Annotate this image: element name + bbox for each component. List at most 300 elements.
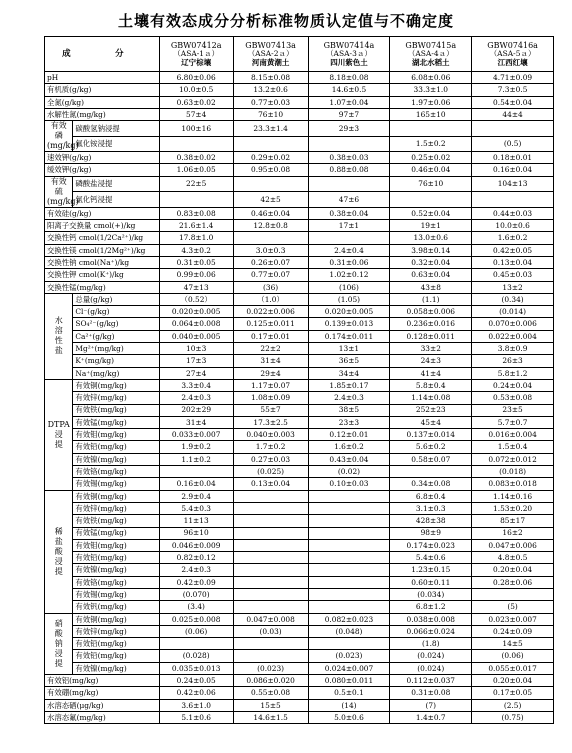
value-cell: 8.18±0.08 [308,72,390,84]
value-cell: 13.2±0.6 [233,84,308,96]
value-cell: 13±2 [472,281,554,293]
value-cell: 33±2 [390,343,472,355]
value-cell: 1.6±0.2 [308,441,390,453]
table-row [45,490,554,502]
value-cell: 5.0±0.6 [308,711,390,723]
value-cell [308,490,390,502]
value-cell: 1.97±0.06 [390,96,472,108]
value-cell: 0.20±0.04 [472,564,554,576]
value-cell [308,136,390,152]
value-cell: (0.023) [233,662,308,674]
value-cell: 0.18±0.01 [472,152,554,164]
table-row [45,687,554,699]
value-cell: (7) [390,699,472,711]
value-cell: 0.26±0.07 [233,256,308,268]
value-cell [308,588,390,600]
table-row [45,152,554,164]
sample-alias: （ASA-1ａ） [173,48,220,58]
table-row [45,164,554,176]
value-cell: 0.047±0.006 [472,539,554,551]
value-cell: 0.16±0.04 [472,164,554,176]
table-row [45,613,554,625]
sample-name: 四川紫色土 [330,57,368,67]
value-cell: 1.9±0.2 [159,441,233,453]
value-cell [159,466,233,478]
value-cell: 0.45±0.03 [472,269,554,281]
row-label: 有效钼(mg/kg) [73,539,159,551]
value-cell: 7.3±0.5 [472,84,554,96]
row-group-label: 水 溶 性 盐 [45,293,73,379]
value-cell: 0.24±0.09 [472,625,554,637]
table-row [45,625,554,637]
value-cell: 0.13±0.04 [233,478,308,490]
value-cell: 5.1±0.6 [159,711,233,723]
row-label: 交换性钙 cmol(1/2Ca²⁺)/kg [45,232,160,244]
value-cell: 0.024±0.007 [308,662,390,674]
value-cell: 14.6±0.5 [308,84,390,96]
value-cell: 76±10 [233,108,308,120]
value-cell: 5.8±1.2 [472,367,554,379]
table-row [45,404,554,416]
row-label: Na⁺(mg/kg) [73,367,159,379]
value-cell: 100±16 [159,121,233,137]
value-cell [233,527,308,539]
value-cell [308,502,390,514]
table-row [45,306,554,318]
value-cell: 1.02±0.12 [308,269,390,281]
value-cell: 1.23±0.15 [390,564,472,576]
value-cell: （1.0） [233,293,308,305]
table-row [45,281,554,293]
row-label: 有效镍(mg/kg) [73,453,159,465]
value-cell: 6.08±0.06 [390,72,472,84]
value-cell: 0.20±0.04 [472,675,554,687]
value-cell: (2.5) [472,699,554,711]
value-cell: 1.5±0.4 [472,441,554,453]
row-label: 有效锌(mg/kg) [73,625,159,637]
value-cell [233,539,308,551]
value-cell: 0.46±0.04 [390,164,472,176]
value-cell: 3.0±0.3 [233,244,308,256]
value-cell: 0.95±0.08 [233,164,308,176]
sample-code: GBW07415a [405,40,457,50]
row-label: 交换性镁 cmol(1/2Mg²⁺)/kg [45,244,160,256]
row-label: 磷酸盐浸提 [73,176,159,192]
value-cell [308,232,390,244]
row-label: 有效硼(mg/kg) [45,687,160,699]
row-label: 交换性锰(mg/kg) [45,281,160,293]
table-row [45,207,554,219]
value-cell: (0.018) [472,466,554,478]
row-group-label: 硝 酸 钠 浸 提 [45,613,73,674]
sample-name: 河南黄潮土 [251,57,290,67]
value-cell [159,638,233,650]
value-cell: 0.083±0.018 [472,478,554,490]
table-row [45,392,554,404]
value-cell [233,515,308,527]
value-cell: 4.3±0.2 [159,244,233,256]
value-cell: 17.8±1.0 [159,232,233,244]
value-cell: 3.98±0.14 [390,244,472,256]
value-cell: 0.28±0.06 [472,576,554,588]
value-cell: 1.17±0.07 [233,379,308,391]
value-cell: 5.4±0.6 [390,552,472,564]
value-cell: 0.31±0.06 [308,256,390,268]
value-cell [308,539,390,551]
value-cell: 0.038±0.008 [390,613,472,625]
value-cell: 5.6±0.2 [390,441,472,453]
value-cell [233,136,308,152]
sample-header [472,37,554,72]
value-cell: 36±5 [308,355,390,367]
sample-alias: （ASA-2ａ） [247,48,294,58]
value-cell: 14.6±1.5 [233,711,308,723]
value-cell: 3.3±0.4 [159,379,233,391]
value-cell [233,502,308,514]
table-row [45,515,554,527]
table-row [45,192,554,208]
value-cell: 2.4±0.4 [308,244,390,256]
value-cell: 4.71±0.09 [472,72,554,84]
table-row [45,466,554,478]
value-cell: 11±13 [159,515,233,527]
table-body [45,37,554,724]
value-cell: (0.03) [233,625,308,637]
table-row [45,429,554,441]
value-cell: 2.4±0.3 [159,392,233,404]
table-row [45,711,554,723]
value-cell: 0.24±0.05 [159,675,233,687]
value-cell: 0.040±0.003 [233,429,308,441]
value-cell: 1.4±0.7 [390,711,472,723]
value-cell: 0.63±0.04 [390,269,472,281]
table-row [45,539,554,551]
table-row [45,343,554,355]
row-label: 全氮(g/kg) [45,96,160,108]
value-cell: 0.080±0.011 [308,675,390,687]
value-cell: (0.048) [308,625,390,637]
value-cell: 0.31±0.08 [390,687,472,699]
table-row [45,84,554,96]
value-cell: 17±3 [159,355,233,367]
value-cell [233,576,308,588]
value-cell: 0.125±0.011 [233,318,308,330]
value-cell: 2.4±0.3 [308,392,390,404]
value-cell [472,192,554,208]
row-label: 有效铜(mg/kg) [73,379,159,391]
value-cell: 0.32±0.04 [390,256,472,268]
table-row [45,96,554,108]
value-cell: 47±13 [159,281,233,293]
value-cell: 0.55±0.08 [233,687,308,699]
value-cell [390,192,472,208]
row-label: 有效钒(mg/kg) [73,601,159,613]
value-cell: 5.4±0.3 [159,502,233,514]
value-cell [159,192,233,208]
table-row [45,650,554,662]
value-cell: 0.023±0.007 [472,613,554,625]
sample-code: GBW07413a [245,40,296,50]
value-cell: 0.082±0.023 [308,613,390,625]
row-label: 有效铅(mg/kg) [73,650,159,662]
row-label: 有效铬(mg/kg) [73,466,159,478]
value-cell: (5) [472,601,554,613]
value-cell: 0.60±0.11 [390,576,472,588]
value-cell: 1.14±0.08 [390,392,472,404]
value-cell: 22±2 [233,343,308,355]
table-row [45,121,554,137]
row-label: 有效铁(mg/kg) [73,404,159,416]
value-cell: 85±17 [472,515,554,527]
value-cell: 0.38±0.04 [308,207,390,219]
value-cell: 43±8 [390,281,472,293]
table-row [45,244,554,256]
table-row [45,220,554,232]
table-row [45,176,554,192]
value-cell: 13±1 [308,343,390,355]
table-row [45,318,554,330]
row-label: 有效锰(mg/kg) [73,416,159,428]
value-cell: (106) [308,281,390,293]
value-cell: 0.047±0.008 [233,613,308,625]
row-label: 水溶态氟(mg/kg) [45,711,160,723]
value-cell [233,490,308,502]
sample-name: 湖北水稻土 [412,57,450,67]
value-cell: 96±10 [159,527,233,539]
value-cell: 0.10±0.03 [308,478,390,490]
value-cell: 3.8±0.9 [472,343,554,355]
value-cell: 55±7 [233,404,308,416]
value-cell: 1.14±0.16 [472,490,554,502]
value-cell: 0.13±0.04 [472,256,554,268]
value-cell: 0.83±0.08 [159,207,233,219]
value-cell: 1.08±0.09 [233,392,308,404]
value-cell: (0.024) [390,650,472,662]
value-cell: 31±4 [233,355,308,367]
value-cell [308,552,390,564]
value-cell: 38±5 [308,404,390,416]
value-cell [233,232,308,244]
value-cell: 0.38±0.02 [159,152,233,164]
value-cell: 0.77±0.07 [233,269,308,281]
row-label: 有效铅(mg/kg) [73,638,159,650]
value-cell: 23±5 [472,404,554,416]
row-label: 有效铅(mg/kg) [73,441,159,453]
value-cell: (36) [233,281,308,293]
table-row [45,588,554,600]
value-cell: 10±3 [159,343,233,355]
sample-header [233,37,308,72]
value-cell: 0.63±0.02 [159,96,233,108]
row-label: pH [45,72,160,84]
value-cell: (0.070) [159,588,233,600]
row-label: 有效铬(mg/kg) [73,576,159,588]
value-cell: (0.014) [472,306,554,318]
value-cell: 0.033±0.007 [159,429,233,441]
value-cell: 0.42±0.09 [159,576,233,588]
value-cell: 23±3 [308,416,390,428]
value-cell: 1.7±0.2 [233,441,308,453]
table-row [45,453,554,465]
table-row [45,330,554,342]
table-row [45,269,554,281]
value-cell: 0.16±0.04 [159,478,233,490]
row-label: 交换性钾 cmol(K⁺)/kg [45,269,160,281]
value-cell: 0.128±0.011 [390,330,472,342]
value-cell: 0.53±0.08 [472,392,554,404]
table-row [45,367,554,379]
value-cell: (1.1) [390,293,472,305]
table-row [45,564,554,576]
value-cell: 10.0±0.5 [159,84,233,96]
value-cell: 1.5±0.2 [390,136,472,152]
value-cell: 0.055±0.017 [472,662,554,674]
value-cell: 0.54±0.04 [472,96,554,108]
row-group-label: DTPA 浸 提 [45,379,73,490]
row-label: 有效镍(mg/kg) [73,662,159,674]
value-cell: 3.6±1.0 [159,699,233,711]
row-group-label: 稀 盐 酸 浸 提 [45,490,73,613]
value-cell: 0.17±0.05 [472,687,554,699]
value-cell: 44±4 [472,108,554,120]
row-label: 有效锌(mg/kg) [73,392,159,404]
value-cell: 0.42±0.05 [472,244,554,256]
standards-table [44,36,554,724]
value-cell [308,576,390,588]
value-cell: 97±7 [308,108,390,120]
sample-code: GBW07416a [487,40,538,50]
value-cell: (1.8) [390,638,472,650]
value-cell: 0.086±0.020 [233,675,308,687]
row-label: 水溶态硒(μg/kg) [45,699,160,711]
row-label: K⁺(mg/kg) [73,355,159,367]
table-row [45,108,554,120]
value-cell: (14) [308,699,390,711]
value-cell: (3.4) [159,601,233,613]
value-cell: (0.02) [308,466,390,478]
value-cell: 6.8±1.2 [390,601,472,613]
value-cell [308,527,390,539]
table-row [45,256,554,268]
value-cell: 47±6 [308,192,390,208]
header-row [45,37,554,72]
value-cell [308,564,390,576]
value-cell: 0.77±0.03 [233,96,308,108]
value-cell: 0.58±0.07 [390,453,472,465]
value-cell: 1.07±0.04 [308,96,390,108]
table-row [45,416,554,428]
value-cell [233,588,308,600]
value-cell: 13.0±0.6 [390,232,472,244]
page-title: 土壤有效态成分分析标准物质认定值与不确定度 [117,12,454,30]
value-cell: 0.016±0.004 [472,429,554,441]
value-cell: 0.17±0.01 [233,330,308,342]
value-cell: (0.034) [390,588,472,600]
row-label: 水解性氮(mg/kg) [45,108,160,120]
row-label: 有效铁(mg/kg) [73,515,159,527]
value-cell: 0.040±0.005 [159,330,233,342]
row-label: 有效锡(mg/kg) [73,588,159,600]
table-row [45,662,554,674]
value-cell: 0.058±0.006 [390,306,472,318]
sample-alias: （ASA-5ａ） [489,48,536,58]
value-cell: 0.5±0.1 [308,687,390,699]
value-cell: 29±3 [308,121,390,137]
table-row [45,699,554,711]
value-cell: 10.0±0.6 [472,220,554,232]
table-row [45,638,554,650]
value-cell [308,601,390,613]
value-cell: 22±5 [159,176,233,192]
row-label: 总量(g/kg) [73,293,159,305]
value-cell: (0.025) [233,466,308,478]
value-cell: 0.035±0.013 [159,662,233,674]
table-row [45,232,554,244]
table-row [45,675,554,687]
value-cell: 1.85±0.17 [308,379,390,391]
value-cell: 6.80±0.06 [159,72,233,84]
value-cell: 0.022±0.006 [233,306,308,318]
row-label: Ca²⁺(g/kg) [73,330,159,342]
value-cell: 0.27±0.03 [233,453,308,465]
sample-alias: （ASA-4ａ） [407,48,454,58]
sample-header [159,37,233,72]
value-cell: 0.066±0.024 [390,625,472,637]
table-row [45,552,554,564]
component-header: 成 分 [45,37,160,72]
sample-header [308,37,390,72]
value-cell: 0.139±0.013 [308,318,390,330]
value-cell: 15±5 [233,699,308,711]
row-label: 有效铅(mg/kg) [73,552,159,564]
value-cell: 57±4 [159,108,233,120]
value-cell: 2.4±0.3 [159,564,233,576]
value-cell: 5.7±0.7 [472,416,554,428]
value-cell: 12.8±0.8 [233,220,308,232]
value-cell: 14±5 [472,638,554,650]
row-label: 氟化铵浸提 [73,136,159,152]
value-cell: 0.46±0.04 [233,207,308,219]
table-row [45,601,554,613]
value-cell: 0.88±0.08 [308,164,390,176]
value-cell [233,638,308,650]
value-cell: 0.29±0.02 [233,152,308,164]
sample-name: 辽宁棕壤 [181,57,212,67]
value-cell [233,601,308,613]
value-cell: 0.070±0.006 [472,318,554,330]
value-cell [308,176,390,192]
row-label: 有效锌(mg/kg) [73,502,159,514]
value-cell: 0.046±0.009 [159,539,233,551]
value-cell: 1.06±0.05 [159,164,233,176]
row-label: 有效锰(mg/kg) [73,527,159,539]
value-cell: 0.112±0.037 [390,675,472,687]
value-cell: 41±4 [390,367,472,379]
value-cell: 252±23 [390,404,472,416]
value-cell: 0.31±0.05 [159,256,233,268]
value-cell: 0.38±0.03 [308,152,390,164]
value-cell: 0.174±0.011 [308,330,390,342]
value-cell [233,650,308,662]
value-cell: 0.025±0.008 [159,613,233,625]
value-cell: 27±4 [159,367,233,379]
value-cell: 0.174±0.023 [390,539,472,551]
value-cell [233,564,308,576]
value-cell [390,121,472,137]
row-label: 有效镍(mg/kg) [73,564,159,576]
value-cell: 29±4 [233,367,308,379]
value-cell: (0.028) [159,650,233,662]
